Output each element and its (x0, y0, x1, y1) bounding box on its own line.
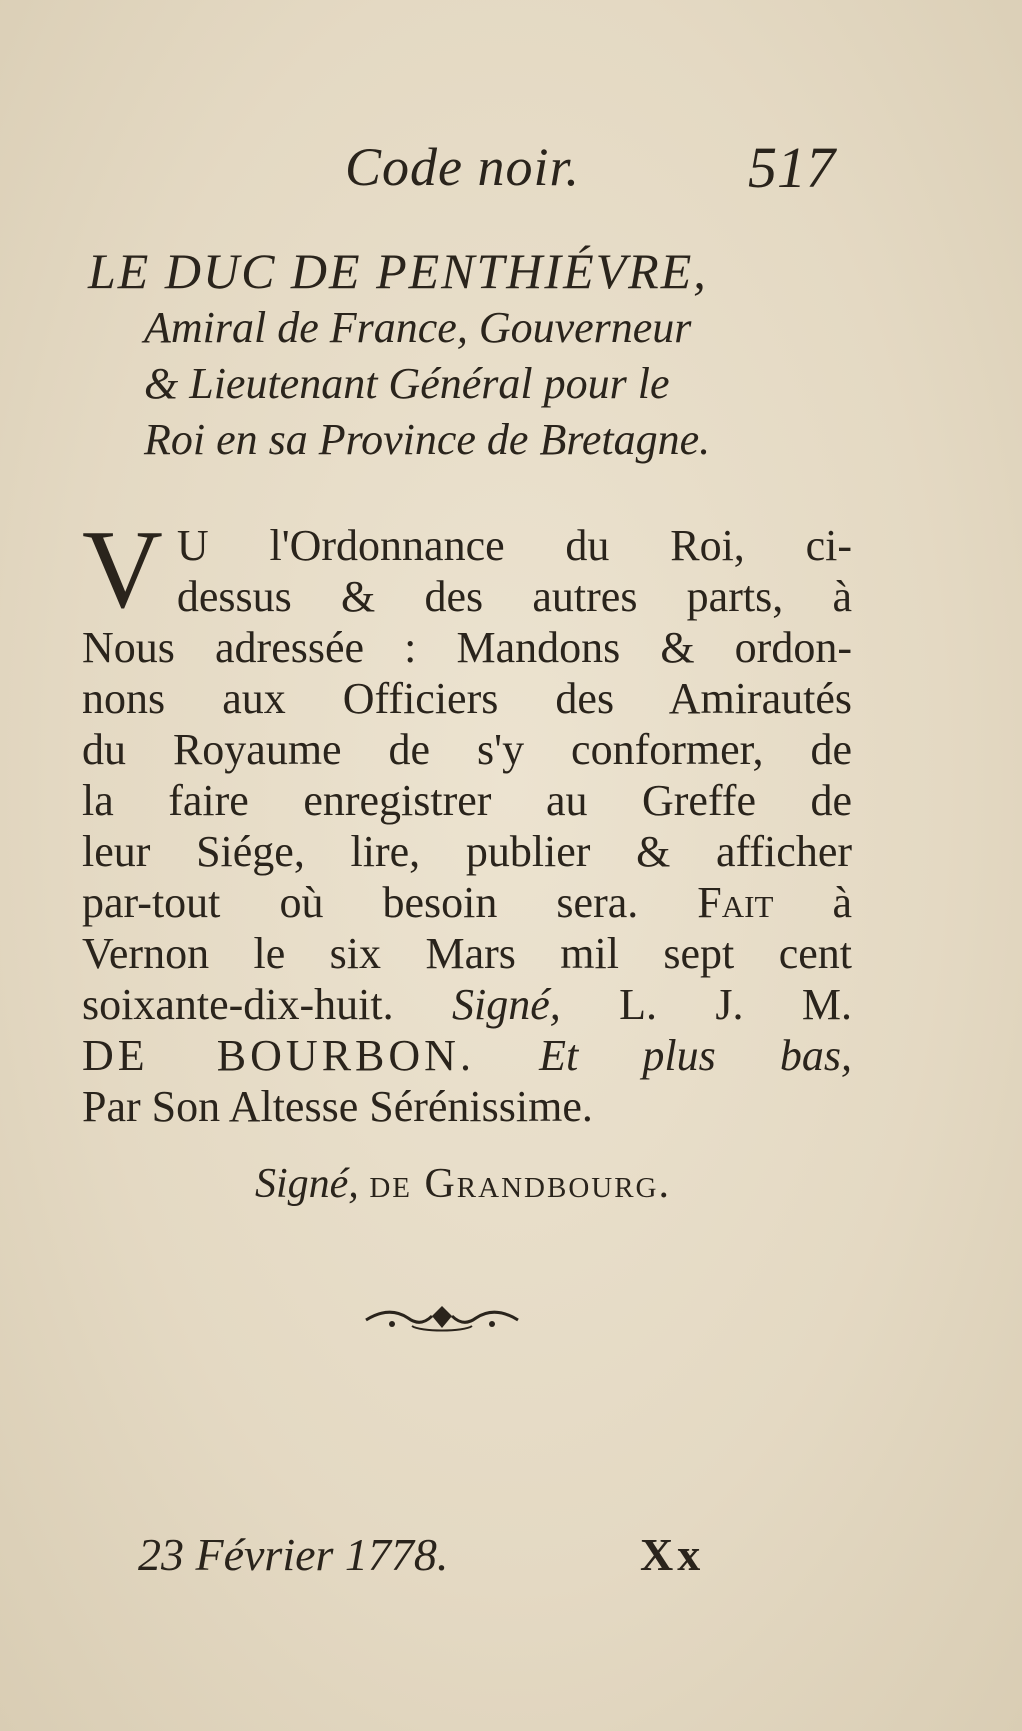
heading-name: LE DUC DE PENTHIÉVRE, (88, 243, 708, 299)
footer-date: 23 Février 1778. (138, 1529, 449, 1580)
body-line-text: soixante-dix-huit. (82, 980, 394, 1029)
signe-label: Signé, (451, 980, 561, 1029)
body-line: Par Son Altesse Sérénissime. (82, 1082, 593, 1131)
countersignatory-name: de Grandbourg. (369, 1161, 671, 1207)
signatory-initials: L. J. M. (619, 980, 852, 1029)
signature-mark: Xx (640, 1529, 705, 1580)
body-line: Vernon le six Mars mil sept cent (82, 929, 852, 978)
page-number: 517 (748, 135, 835, 200)
body-line: du Royaume de s'y conformer, de (82, 725, 852, 774)
heading-title-line: Amiral de France, Gouverneur (144, 303, 692, 352)
body-line: leur Siége, lire, publier & afficher (82, 827, 852, 876)
fleuron-icon (362, 1298, 522, 1338)
heading-title-line: Roi en sa Province de Bretagne. (144, 415, 711, 464)
body-line: Nous adressée : Mandons & ordon- (82, 623, 852, 672)
body-line: dessus & des autres parts, à (176, 572, 852, 621)
signe-label: Signé, (255, 1161, 359, 1207)
body-line: la faire enregistrer au Greffe de (82, 776, 852, 825)
running-title: Code noir. (345, 137, 581, 197)
drop-cap: V (82, 508, 163, 632)
countersignature (255, 1160, 671, 1208)
page-header (0, 130, 1022, 220)
fait-label: Fait (697, 878, 774, 927)
signatory-name: DE BOURBON. (82, 1031, 475, 1080)
decree-body (82, 508, 852, 1132)
body-line (82, 979, 852, 1030)
et-plus-bas: Et plus bas, (539, 1031, 852, 1080)
heading-title-line: & Lieutenant Général pour le (144, 359, 670, 408)
body-line-text: par-tout où besoin sera. (82, 878, 639, 927)
body-line (82, 877, 852, 928)
decree-heading (88, 242, 858, 468)
body-line: nons aux Officiers des Amirautés (82, 674, 852, 723)
body-line-end: à (832, 878, 852, 927)
body-line: U l'Ordonnance du Roi, ci- (176, 521, 852, 570)
body-line (82, 1030, 852, 1081)
